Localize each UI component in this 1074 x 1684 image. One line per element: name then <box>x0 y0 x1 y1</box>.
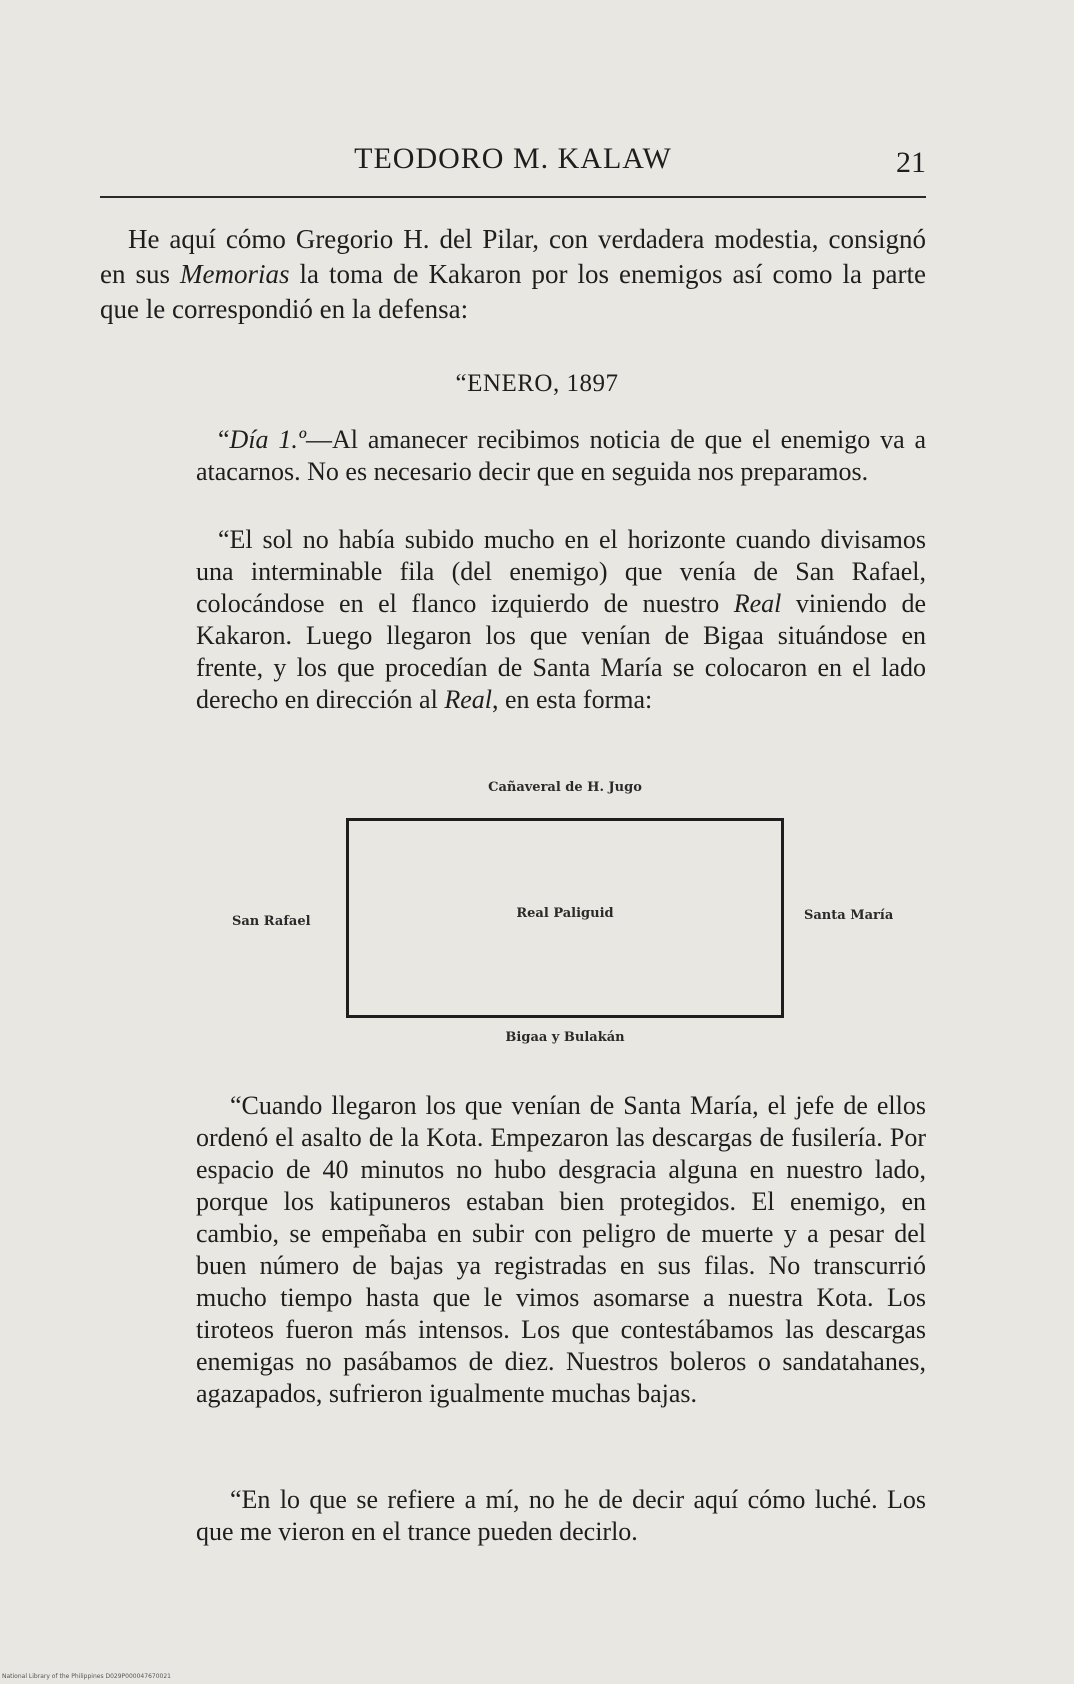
diary-paragraph-2-text-3: , en esta forma: <box>491 685 653 714</box>
diagram-label-south: Bigaa y Bulakán <box>505 1030 625 1045</box>
diagram-label-center: Real Paliguid <box>516 906 614 921</box>
italic-real-1: Real <box>733 589 782 618</box>
italic-real-2: Real <box>444 685 492 714</box>
diary-entry-heading: “ENERO, 1897 <box>455 370 619 397</box>
diagram-label-west: San Rafael <box>232 914 311 929</box>
diary-paragraph-1 <box>196 424 926 488</box>
page-number: 21 <box>896 146 926 179</box>
diary-paragraph-2-text-1: “El sol no había subido mucho en el horizonte cuando divisamos una interminable fila (del enemigo) que venía de San Rafael, colocándose en el flanco izquierdo de nuestro <box>196 525 926 618</box>
diagram-label-east: Santa María <box>804 908 894 923</box>
running-head-author: TEODORO M. KALAW <box>354 142 672 175</box>
diary-paragraph-2-text-2: viniendo de Kakaron. Luego llegaron los que venían de Bigaa situándose en frente, y los que procedían de Santa María se colocaron en el lado derecho en dirección al <box>196 589 926 714</box>
diary-paragraph-4: “En lo que se refiere a mí, no he de decir aquí cómo luché. Los que me vieron en el trance pueden decirlo. <box>196 1485 926 1546</box>
header-rule <box>100 196 926 198</box>
diary-paragraph-1-text: —Al amanecer recibimos noticia de que el enemigo va a atacarnos. No es necesario decir que en seguida nos preparamos. <box>196 425 927 486</box>
intro-paragraph <box>100 222 926 327</box>
diagram-label-north: Cañaveral de H. Jugo <box>488 780 642 795</box>
diary-paragraph-3: “Cuando llegaron los que venían de Santa María, el jefe de ellos ordenó el asalto de la Kota. Empezaron las descargas de fusilería. Por espacio de 40 minutos no hubo desgracia alguna en nuestro lado, porque los katipuneros estaban bien protegidos. El enemigo, en cambio, se empeñaba en subir con peligro de muerte y a pesar del buen número de bajas ya registradas en sus filas. No transcurrió mucho tiempo hasta que le vimos asomarse a nuestra Kota. Los tiroteos fueron más intensos. Los que contestábamos las descargas enemigas no pasábamos de diez. Nuestros boleros o sandatahanes, agazapados, sufrieron igualmente muchas bajas. <box>196 1091 926 1408</box>
open-quote: “ <box>218 425 230 454</box>
scan-footer: National Library of the Philippines D029P000047670021 <box>2 1673 171 1680</box>
day-label: Día 1.º <box>229 425 306 454</box>
running-head <box>100 142 926 186</box>
intro-text-1: He aquí cómo Gregorio H. del Pilar, con verdadera modestia, consignó en sus <box>100 224 926 289</box>
intro-italic-memorias: Memorias <box>180 259 290 289</box>
diary-paragraph-2 <box>196 524 926 716</box>
camp-position-diagram <box>200 780 930 1050</box>
intro-text-2: la toma de Kakaron por los enemigos así como la parte que le correspondió en la defensa: <box>100 259 926 324</box>
